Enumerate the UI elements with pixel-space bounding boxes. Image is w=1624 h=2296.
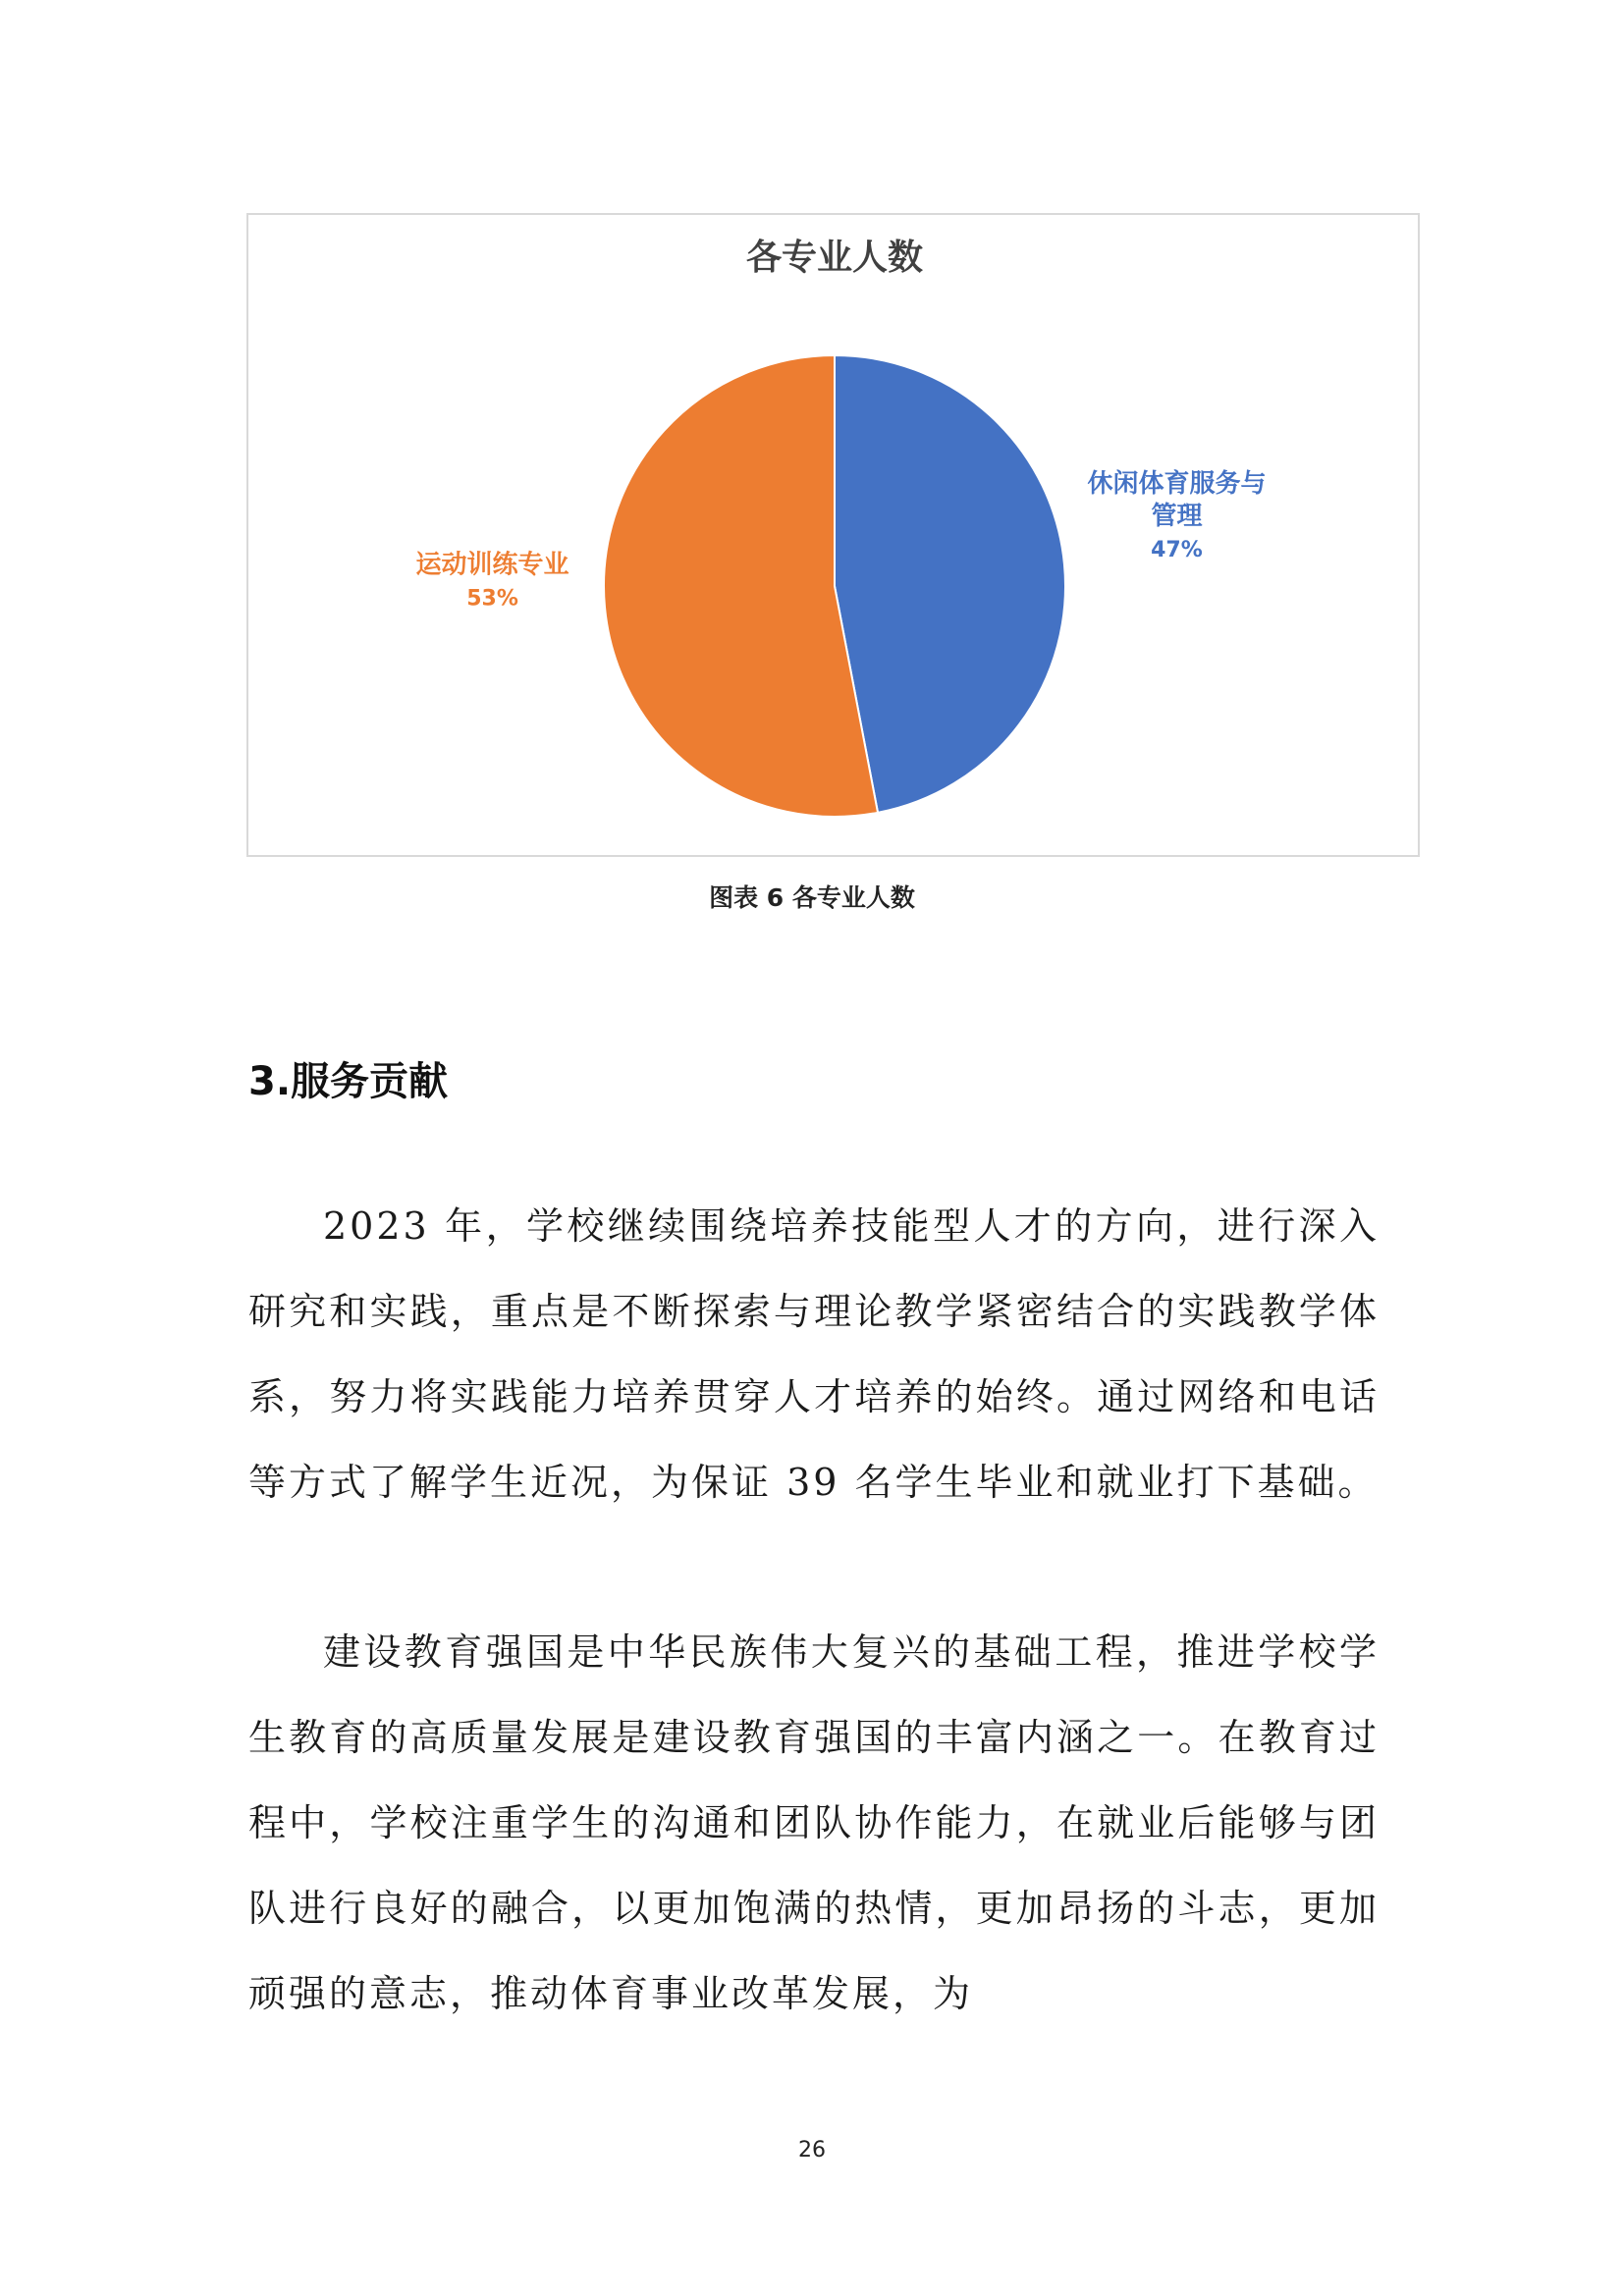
paragraph-text: 建设教育强国是中华民族伟大复兴的基础工程，推进学校学生教育的高质量发展是建设教育强国的丰富内涵之一。在教育过程中，学校注重学生的沟通和团队协作能力，在就业后能够与团队进行良好的融合，以更加饱满的热情，更加昂扬的斗志，更加顽强的意志，推动体育事业改革发展，为 [248,1630,1380,2015]
slice-name-label: 管理 [1151,502,1203,532]
slice-percent-label: 53% [466,586,518,612]
pie-slice-1 [835,355,1065,813]
paragraph-2 [248,1610,1380,2037]
paragraph-text: 2023 年，学校继续围绕培养技能型人才的方向，进行深入研究和实践，重点是不断探索与理论教学紧密结合的实践教学体系，努力将实践能力培养贯穿人才培养的始终。通过网络和电话等方式了解学生近况，为保证 39 名学生毕业和就业打下基础。 [248,1204,1380,1504]
figure-caption: 图表 6 各专业人数 [709,883,915,912]
pie-chart [246,213,1420,857]
chart-title: 各专业人数 [745,238,924,278]
section-heading: 3.服务贡献 [248,1059,449,1104]
paragraph-1 [248,1184,1380,1525]
slice-name-label: 休闲体育服务与 [1087,469,1267,500]
slice-percent-label: 47% [1151,538,1203,563]
page-number: 26 [798,2138,826,2163]
pie-chart-svg [248,215,1422,859]
slice-name-label: 运动训练专业 [415,550,569,580]
